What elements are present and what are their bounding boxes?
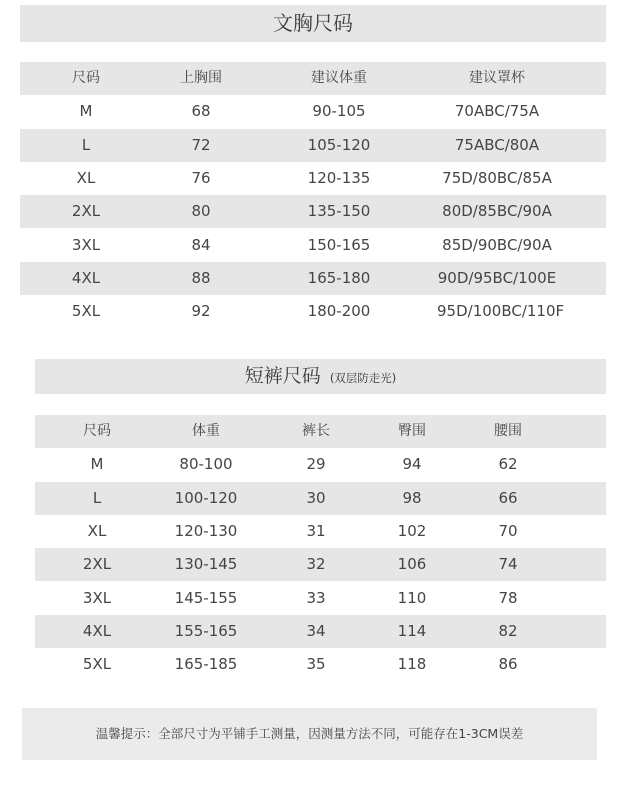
table-cell: 100-120	[174, 488, 238, 507]
column-header: 建议体重	[311, 70, 367, 86]
table-cell: 105-120	[307, 135, 371, 154]
table-cell: 135-150	[307, 202, 371, 221]
table-cell: 2XL	[71, 202, 101, 221]
table-cell: 4XL	[71, 268, 101, 287]
table-cell: 70	[498, 521, 518, 540]
table-row	[20, 295, 606, 328]
table-cell: XL	[76, 168, 96, 187]
table-cell: 92	[191, 302, 211, 321]
table-cell: 32	[306, 555, 326, 574]
table-cell: 62	[498, 455, 518, 474]
table-row	[20, 229, 606, 262]
bra-section-title: 文胸尺码	[273, 11, 353, 35]
table-cell: 85D/90BC/90A	[442, 235, 552, 254]
table-cell: 102	[397, 521, 427, 540]
table-cell: 95D/100BC/110F	[437, 302, 565, 321]
column-header: 尺码	[72, 70, 100, 86]
table-cell: 35	[306, 655, 326, 674]
table-cell: 2XL	[82, 555, 112, 574]
table-cell: 76	[191, 168, 211, 187]
table-row	[35, 582, 606, 615]
table-cell: 66	[498, 488, 518, 507]
table-cell: 145-155	[174, 588, 238, 607]
table-cell: 31	[306, 521, 326, 540]
measurement-note	[22, 708, 597, 760]
table-row	[35, 482, 606, 515]
table-row	[35, 548, 606, 581]
table-cell: 75ABC/80A	[454, 135, 540, 154]
shorts-subtitle: (双层防走光)	[329, 371, 397, 385]
measurement-note-text: 温馨提示：全部尺寸为平铺手工测量，因测量方法不同，可能存在1-3CM误差	[95, 726, 524, 741]
column-header: 臀围	[398, 423, 426, 439]
table-cell: 110	[397, 588, 427, 607]
table-cell: 80	[191, 202, 211, 221]
table-cell: M	[90, 455, 104, 474]
table-cell: 30	[306, 488, 326, 507]
table-cell: 70ABC/75A	[454, 102, 540, 121]
table-row	[35, 648, 606, 681]
table-cell: M	[79, 102, 93, 121]
column-header: 尺码	[83, 423, 111, 439]
table-cell: 33	[306, 588, 326, 607]
table-cell: 3XL	[71, 235, 101, 254]
table-cell: L	[81, 135, 91, 154]
table-cell: 94	[402, 455, 422, 474]
table-cell: 72	[191, 135, 211, 154]
table-row	[20, 129, 606, 162]
table-cell: 150-165	[307, 235, 371, 254]
table-cell: 114	[397, 621, 427, 640]
table-cell: 78	[498, 588, 518, 607]
table-cell: 90-105	[312, 102, 366, 121]
table-cell: 4XL	[82, 621, 112, 640]
table-cell: 120-130	[174, 521, 238, 540]
table-row	[35, 615, 606, 648]
table-row	[20, 262, 606, 295]
column-header: 建议罩杯	[469, 70, 525, 86]
table-cell: 84	[191, 235, 211, 254]
table-cell: 34	[306, 621, 326, 640]
shorts-header-row	[35, 415, 606, 448]
table-cell: 74	[498, 555, 518, 574]
table-cell: 88	[191, 268, 211, 287]
table-cell: 90D/95BC/100E	[437, 268, 557, 287]
table-cell: 5XL	[82, 655, 112, 674]
column-header: 体重	[192, 423, 220, 439]
table-cell: 86	[498, 655, 518, 674]
table-cell: XL	[87, 521, 107, 540]
table-row	[20, 195, 606, 228]
table-cell: 120-135	[307, 168, 371, 187]
table-cell: 118	[397, 655, 427, 674]
table-cell: 155-165	[174, 621, 238, 640]
table-cell: 98	[402, 488, 422, 507]
table-cell: 80-100	[179, 455, 233, 474]
table-cell: 80D/85BC/90A	[442, 202, 552, 221]
table-cell: 68	[191, 102, 211, 121]
table-cell: 180-200	[307, 302, 371, 321]
table-row	[35, 515, 606, 548]
table-cell: 5XL	[71, 302, 101, 321]
column-header: 腰围	[494, 423, 522, 439]
column-header: 裤长	[302, 423, 330, 439]
table-cell: 165-180	[307, 268, 371, 287]
table-cell: 29	[306, 455, 326, 474]
table-cell: 82	[498, 621, 518, 640]
table-row	[20, 95, 606, 128]
bra-header-row	[20, 62, 606, 95]
shorts-title-text: 短裤尺码	[244, 365, 321, 387]
table-cell: 75D/80BC/85A	[442, 168, 552, 187]
column-header: 上胸围	[180, 70, 222, 86]
table-cell: 165-185	[174, 655, 238, 674]
shorts-section-title	[35, 359, 606, 394]
table-cell: 106	[397, 555, 427, 574]
table-cell: 3XL	[82, 588, 112, 607]
table-row	[20, 162, 606, 195]
table-row	[35, 448, 606, 481]
table-cell: L	[92, 488, 102, 507]
table-cell: 130-145	[174, 555, 238, 574]
